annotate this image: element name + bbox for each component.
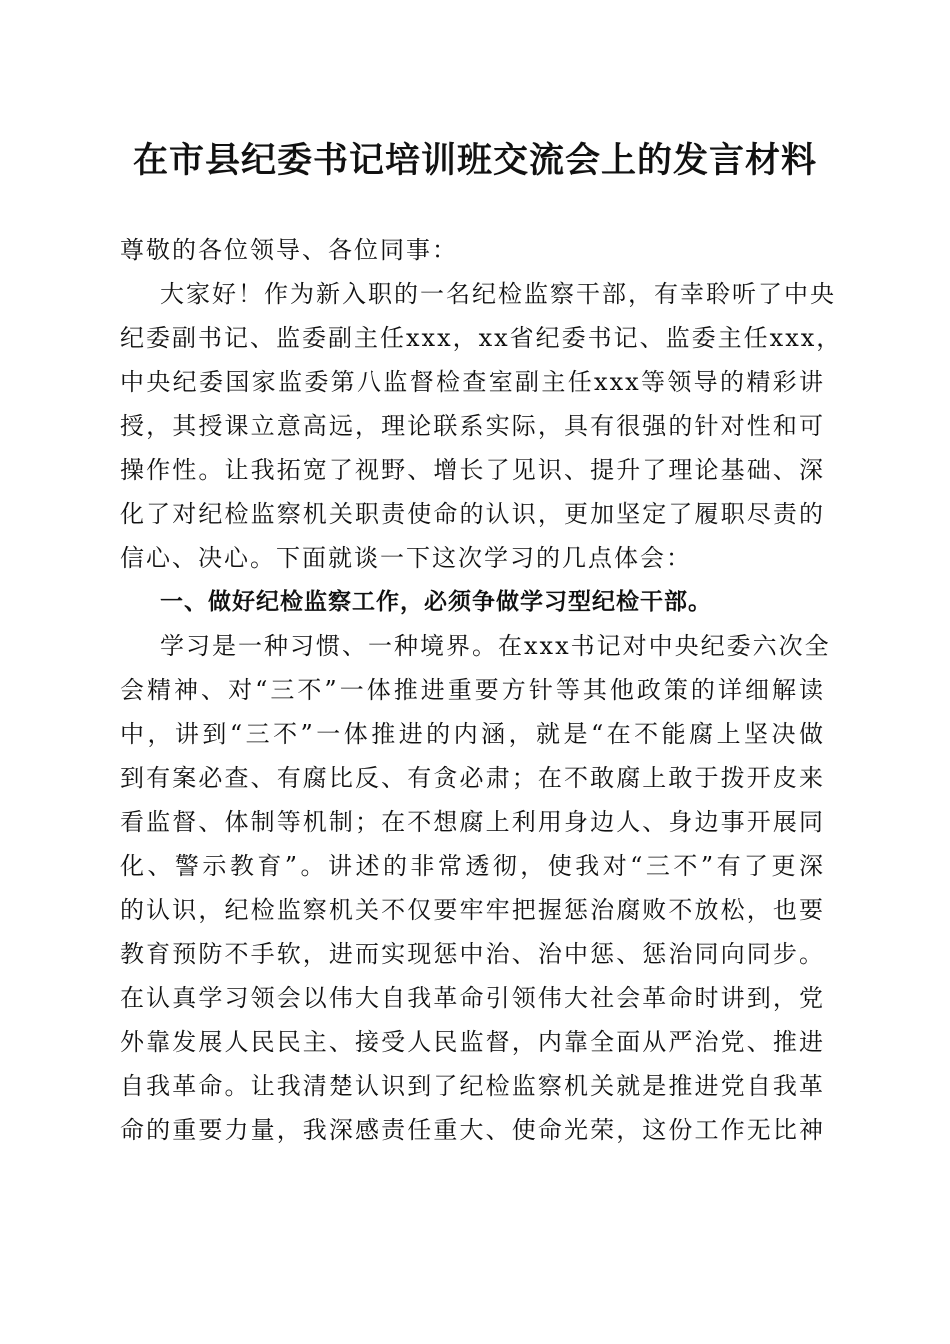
- paragraph-line: 化了对纪检监察机关职责使命的认识，更加坚定了履职尽责的: [120, 500, 825, 528]
- paragraph-line: 自我革命。让我清楚认识到了纪检监察机关就是推进党自我革: [120, 1072, 825, 1100]
- paragraph-line: 中，讲到“三不”一体推进的内涵，就是“在不能腐上坚决做: [120, 720, 825, 748]
- paragraph-line: 会精神、对“三不”一体推进重要方针等其他政策的详细解读: [120, 676, 825, 704]
- paragraph-line: 在认真学习领会以伟大自我革命引领伟大社会革命时讲到，党: [120, 984, 825, 1012]
- document-title: 在市县纪委书记培训班交流会上的发言材料: [132, 140, 817, 181]
- paragraph-line: 学习是一种习惯、一种境界。在xxx书记对中央纪委六次全: [160, 632, 831, 660]
- paragraph-line: 操作性。让我拓宽了视野、增长了见识、提升了理论基础、深: [120, 456, 825, 484]
- paragraph-line: 化、警示教育”。讲述的非常透彻，使我对“三不”有了更深: [120, 852, 825, 880]
- salutation: 尊敬的各位领导、各位同事：: [120, 236, 458, 264]
- section-heading: 一、做好纪检监察工作，必须争做学习型纪检干部。: [160, 589, 712, 615]
- paragraph-line: 信心、决心。下面就谈一下这次学习的几点体会：: [120, 544, 692, 572]
- paragraph-line: 纪委副书记、监委副主任xxx，xx省纪委书记、监委主任xxx，: [120, 324, 843, 352]
- paragraph-line: 外靠发展人民民主、接受人民监督，内靠全面从严治党、推进: [120, 1028, 825, 1056]
- paragraph-line: 教育预防不手软，进而实现惩中治、治中惩、惩治同向同步。: [120, 940, 825, 968]
- paragraph-line: 到有案必查、有腐比反、有贪必肃；在不敢腐上敢于拨开皮来: [120, 764, 825, 792]
- paragraph-line: 大家好！作为新入职的一名纪检监察干部，有幸聆听了中央: [160, 280, 836, 308]
- paragraph-line: 命的重要力量，我深感责任重大、使命光荣，这份工作无比神: [120, 1116, 825, 1144]
- paragraph-line: 的认识，纪检监察机关不仅要牢牢把握惩治腐败不放松，也要: [120, 896, 825, 924]
- document-body: [120, 228, 843, 1152]
- paragraph-line: 授，其授课立意高远，理论联系实际，具有很强的针对性和可: [120, 412, 825, 440]
- paragraph-line: 中央纪委国家监委第八监督检查室副主任xxx等领导的精彩讲: [120, 368, 825, 396]
- paragraph-line: 看监督、体制等机制；在不想腐上利用身边人、身边事开展同: [120, 808, 825, 836]
